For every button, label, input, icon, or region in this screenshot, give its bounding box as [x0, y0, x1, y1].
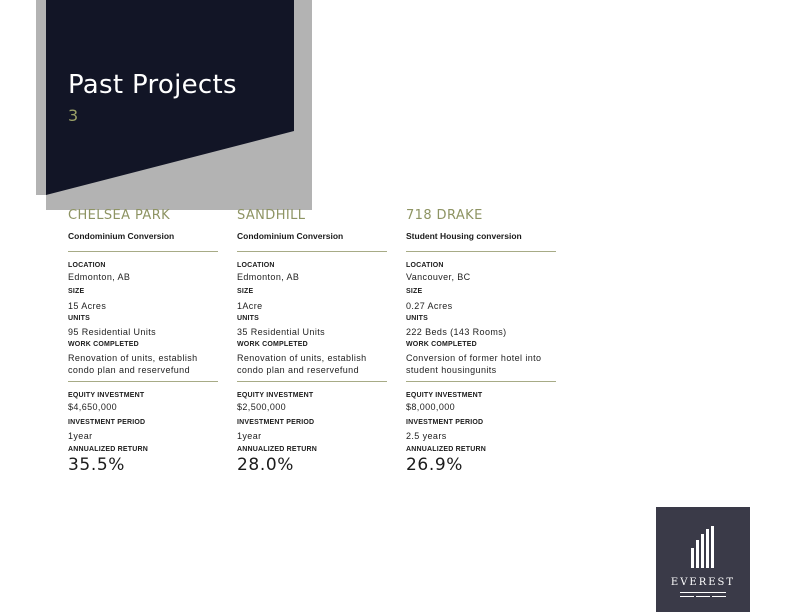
return-label: ANNUALIZED RETURN [237, 446, 318, 453]
size-value: 0.27 Acres [406, 301, 453, 311]
period-value: 1year [68, 431, 93, 441]
size-label: SIZE [406, 288, 423, 295]
project-name: 718 DRAKE [406, 208, 483, 223]
project-card-718-drake [406, 208, 556, 475]
size-value: 15 Acres [68, 301, 107, 311]
hero-background [0, 0, 312, 210]
logo-wordmark: EVEREST [670, 577, 736, 588]
work-value: Conversion of former hotel into student housingunits [406, 353, 542, 375]
equity-value: $8,000,000 [406, 402, 456, 412]
return-value: 35.5% [68, 455, 126, 475]
work-value: Renovation of units, establish condo plan and reservefund [68, 353, 198, 375]
project-type: Condominium Conversion [237, 231, 344, 241]
logo-underline-icon [656, 592, 750, 602]
project-type: Student Housing conversion [406, 231, 522, 241]
project-card-chelsea-park [68, 208, 218, 475]
divider [237, 381, 387, 382]
divider [237, 251, 387, 252]
project-name: SANDHILL [237, 208, 306, 223]
project-name: CHELSEA PARK [68, 208, 171, 223]
units-value: 35 Residential Units [237, 327, 326, 337]
location-value: Vancouver, BC [406, 272, 471, 282]
equity-value: $2,500,000 [237, 402, 287, 412]
units-label: UNITS [237, 315, 259, 322]
building-icon [656, 507, 750, 573]
hero-banner [0, 0, 312, 210]
return-label: ANNUALIZED RETURN [68, 446, 149, 453]
location-label: LOCATION [237, 262, 275, 269]
size-label: SIZE [237, 288, 254, 295]
equity-value: $4,650,000 [68, 402, 118, 412]
return-label: ANNUALIZED RETURN [406, 446, 487, 453]
location-label: LOCATION [68, 262, 106, 269]
project-card-sandhill [237, 208, 387, 475]
size-label: SIZE [68, 288, 85, 295]
everest-logo [656, 507, 750, 612]
units-label: UNITS [406, 315, 428, 322]
divider [68, 381, 218, 382]
divider [406, 381, 556, 382]
equity-label: EQUITY INVESTMENT [68, 392, 145, 399]
divider [406, 251, 556, 252]
work-label: WORK COMPLETED [237, 341, 308, 348]
units-label: UNITS [68, 315, 90, 322]
return-value: 28.0% [237, 455, 295, 475]
period-value: 1year [237, 431, 262, 441]
project-type: Condominium Conversion [68, 231, 175, 241]
location-value: Edmonton, AB [237, 272, 300, 282]
equity-label: EQUITY INVESTMENT [406, 392, 483, 399]
units-value: 222 Beds (143 Rooms) [406, 327, 507, 337]
period-label: INVESTMENT PERIOD [68, 419, 146, 426]
size-value: 1Acre [237, 301, 263, 311]
units-value: 95 Residential Units [68, 327, 157, 337]
period-value: 2.5 years [406, 431, 447, 441]
page-number: 3 [68, 106, 79, 125]
work-value: Renovation of units, establish condo plan and reservefund [237, 353, 367, 375]
period-label: INVESTMENT PERIOD [406, 419, 484, 426]
location-value: Edmonton, AB [68, 272, 131, 282]
location-label: LOCATION [406, 262, 444, 269]
period-label: INVESTMENT PERIOD [237, 419, 315, 426]
divider [68, 251, 218, 252]
equity-label: EQUITY INVESTMENT [237, 392, 314, 399]
page-title: Past Projects [68, 70, 237, 100]
return-value: 26.9% [406, 455, 464, 475]
work-label: WORK COMPLETED [406, 341, 477, 348]
work-label: WORK COMPLETED [68, 341, 139, 348]
